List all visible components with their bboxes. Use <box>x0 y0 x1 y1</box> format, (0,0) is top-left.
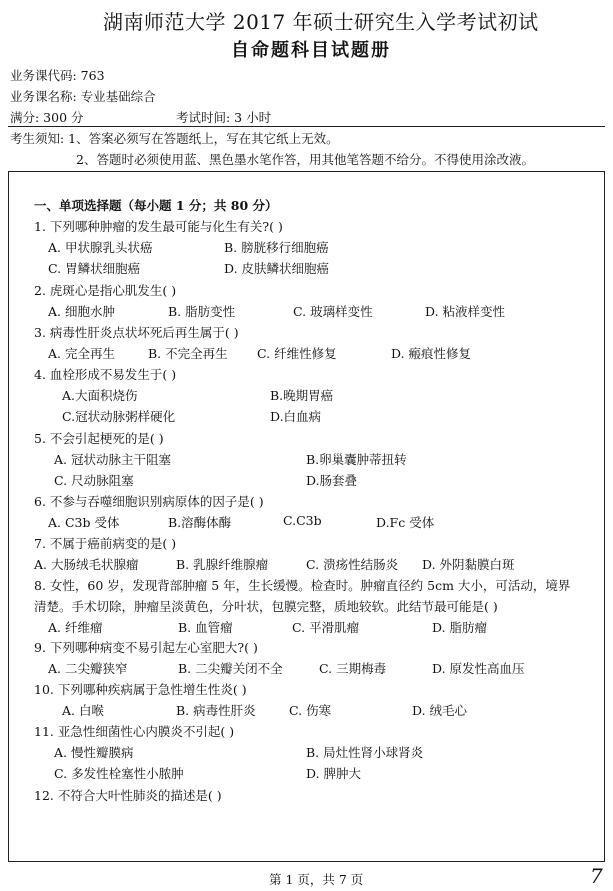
option-d: D. 绒毛心 <box>412 703 468 718</box>
option-c: C. 溃疡性结肠炎 <box>306 557 399 572</box>
option-a: A. 完全再生 <box>48 346 115 361</box>
option-d: D.Fc 受体 <box>376 515 435 530</box>
option-b: B. 局灶性肾小球肾炎 <box>306 745 424 760</box>
option-b: B. 脂肪变性 <box>168 304 236 319</box>
full-score: 满分: 300 分 <box>10 110 84 125</box>
option-b: B.溶酶体酶 <box>168 515 232 530</box>
question-stem: 5. 不会引起梗死的是( ) <box>34 431 164 446</box>
option-a: A. 甲状腺乳头状癌 <box>48 240 153 255</box>
notice-line-2: 2、答题时必须使用蓝、黑色墨水笔作答，用其他笔答题不给分。不得使用涂改液。 <box>76 152 534 167</box>
option-a: A.大面积烧伤 <box>62 388 138 403</box>
option-b: B. 不完全再生 <box>148 346 228 361</box>
option-c: C. 纤维性修复 <box>257 346 337 361</box>
question-stem: 3. 病毒性肝炎点状坏死后再生属于( ) <box>34 325 239 340</box>
option-d: D. 粘液样变性 <box>425 304 506 319</box>
question-stem: 12. 不符合大叶性肺炎的描述是( ) <box>34 788 222 803</box>
option-a: A. 纤维瘤 <box>48 620 103 635</box>
frame-bottom <box>8 861 605 862</box>
handwritten-mark: 7 <box>590 864 603 888</box>
notice-top-border <box>8 126 605 127</box>
exam-title: 湖南师范大学 2017 年硕士研究生入学考试初试 <box>103 10 539 34</box>
option-d: D.白血病 <box>270 409 322 424</box>
question-stem: 4. 血栓形成不易发生于( ) <box>34 367 177 382</box>
question-stem: 8. 女性，60 岁，发现背部肿瘤 5 年，生长缓慢。检查时。肿瘤直径约 5cm 大小，可活动，境界 <box>34 578 571 593</box>
question-stem: 7. 不属于癌前病变的是( ) <box>34 536 177 551</box>
option-c: C.冠状动脉粥样硬化 <box>62 409 176 424</box>
option-a: A. 白喉 <box>62 703 104 718</box>
option-a: A. 慢性瓣膜病 <box>54 745 134 760</box>
question-stem: 1. 下列哪种肿瘤的发生最可能与化生有关?( ) <box>34 219 283 234</box>
option-c: C.C3b <box>283 513 322 528</box>
option-c: C. 三期梅毒 <box>319 661 387 676</box>
question-stem: 9. 下列哪种病变不易引起左心室肥大?( ) <box>34 640 258 655</box>
option-a: A. 冠状动脉主干阻塞 <box>54 452 171 467</box>
frame-right <box>604 171 605 861</box>
course-code: 业务课代码: 763 <box>10 68 105 83</box>
booklet-subtitle: 自命题科目试题册 <box>231 40 391 61</box>
option-d: D. 原发性高血压 <box>432 661 525 676</box>
question-stem-continued: 清楚。手术切除，肿瘤呈淡黄色，分叶状，包膜完整，质地较软。此结节最可能是( ) <box>34 599 498 614</box>
option-b: B. 病毒性肝炎 <box>176 703 256 718</box>
option-d: D. 脾肿大 <box>306 766 362 781</box>
option-c: C. 尺动脉阻塞 <box>54 473 134 488</box>
option-b: B.晚期胃癌 <box>270 388 334 403</box>
option-b: B. 二尖瓣关闭不全 <box>178 661 283 676</box>
notice-bottom-border <box>8 171 605 172</box>
notice-line-1: 考生须知: 1、答案必须写在答题纸上，写在其它纸上无效。 <box>10 131 339 146</box>
option-c: C. 平滑肌瘤 <box>292 620 360 635</box>
option-c: C. 多发性栓塞性小脓肿 <box>54 766 184 781</box>
option-b: B.卵巢囊肿蒂扭转 <box>306 452 407 467</box>
option-b: B. 膀胱移行细胞癌 <box>224 240 329 255</box>
option-d: D. 脂肪瘤 <box>432 620 488 635</box>
option-c: C. 胃鳞状细胞癌 <box>48 261 141 276</box>
option-d: D.肠套叠 <box>306 473 358 488</box>
option-a: A. 大肠绒毛状腺瘤 <box>34 557 139 572</box>
page-number: 第 1 页，共 7 页 <box>269 872 364 887</box>
question-stem: 10. 下列哪种疾病属于急性增生性炎( ) <box>34 682 247 697</box>
option-d: D. 瘢痕性修复 <box>391 346 472 361</box>
question-stem: 2. 虎斑心是指心肌发生( ) <box>34 283 177 298</box>
option-b: B. 乳腺纤维腺瘤 <box>176 557 269 572</box>
option-c: C. 伤寒 <box>289 703 332 718</box>
option-d: D. 外阴黏膜白斑 <box>422 557 515 572</box>
question-stem: 6. 不参与吞噬细胞识别病原体的因子是( ) <box>34 494 264 509</box>
option-c: C. 玻璃样变性 <box>293 304 373 319</box>
question-stem: 11. 亚急性细菌性心内膜炎不引起( ) <box>34 724 235 739</box>
option-b: B. 血管瘤 <box>178 620 233 635</box>
option-a: A. 细胞水肿 <box>48 304 115 319</box>
option-d: D. 皮肤鳞状细胞癌 <box>224 261 330 276</box>
course-name: 业务课名称: 专业基础综合 <box>10 89 156 104</box>
option-a: A. C3b 受体 <box>48 515 120 530</box>
frame-left <box>8 171 9 861</box>
option-a: A. 二尖瓣狭窄 <box>48 661 128 676</box>
exam-time: 考试时间: 3 小时 <box>176 110 272 125</box>
section-title: 一、单项选择题（每小题 1 分；共 80 分） <box>34 198 278 213</box>
